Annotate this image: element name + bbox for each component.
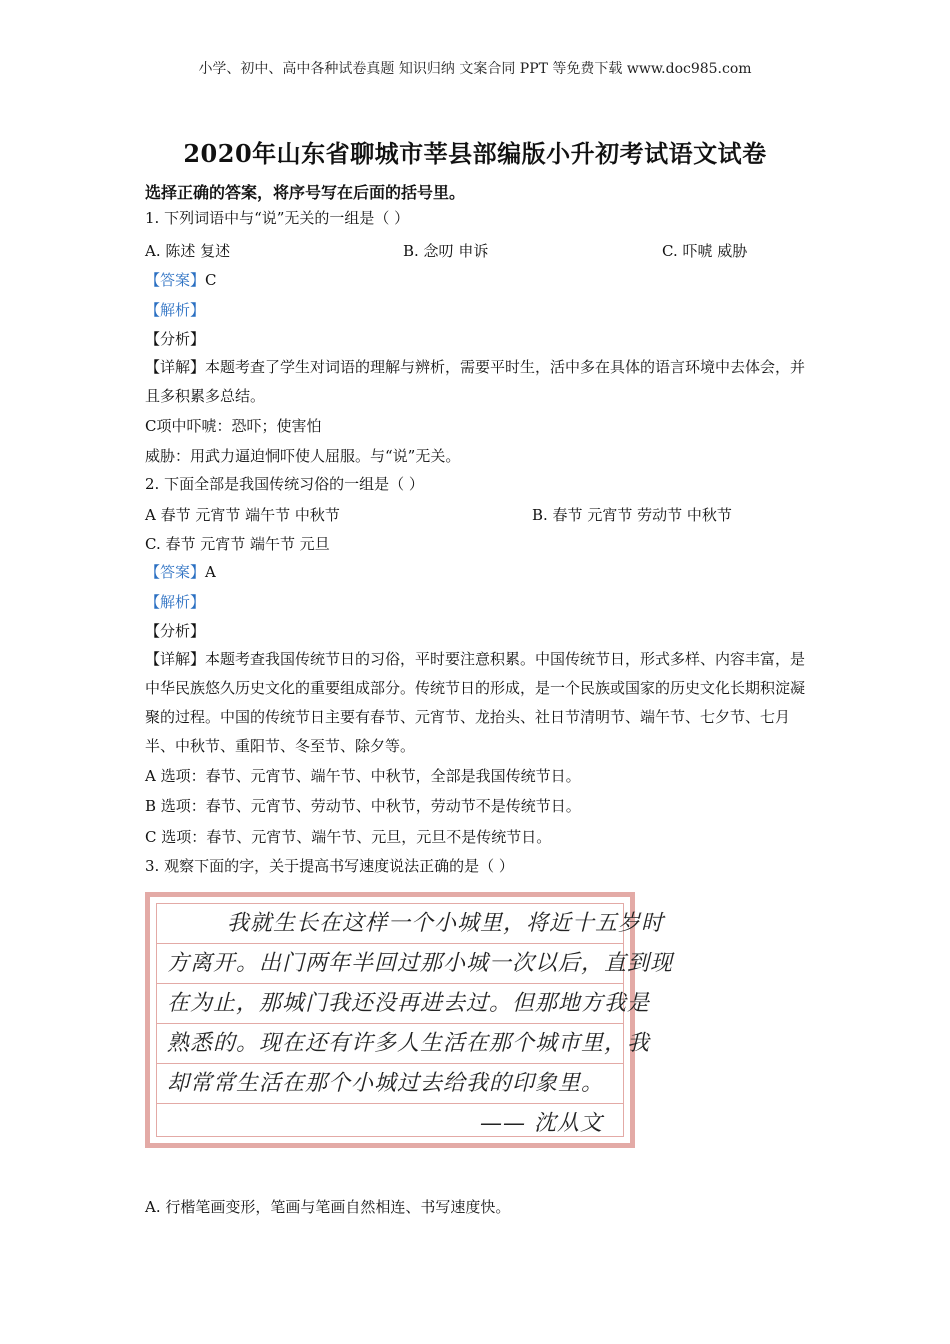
handwriting-grid [156,903,674,1137]
handwriting-line-3: 在为止，那城门我还没再进去过。但那地方我是 [157,984,623,1024]
q1-option-c: C. 吓唬 威胁 [662,242,748,260]
q2-option-c: C. 春节 元宵节 端午节 元旦 [145,535,330,553]
q1-answer [145,270,217,290]
handwriting-line-1: 我就生长在这样一个小城里，将近十五岁时 [157,904,623,944]
q2-note-b: B 选项：春节、元宵节、劳动节、中秋节，劳动节不是传统节日。 [145,797,581,815]
q1-option-b: B. 念叨 申诉 [403,242,489,260]
q2-jiexi: 【解析】 [145,593,206,611]
q1-detail: 【详解】本题考查了学生对词语的理解与辨析，需要平时生，活中多在具体的语言环境中去体会，并且多积累多总结。 [145,358,806,405]
q2-answer [145,562,216,582]
page-header: 小学、初中、高中各种试卷真题 知识归纳 文案合同 PPT 等免费下载 www.doc985.com [198,61,752,77]
q2-option-b: B. 春节 元宵节 劳动节 中秋节 [532,506,732,524]
handwriting-signature: —— 沈从文 [480,1111,603,1136]
page-title: 2020年山东省聊城市莘县部编版小升初考试语文试卷 [183,139,767,168]
handwriting-line-2: 方离开。出门两年半回过那小城一次以后，直到现 [157,944,623,984]
q1-fenxi: 【分析】 [145,330,206,348]
handwriting-line-4: 熟悉的。现在还有许多人生活在那个城市里，我 [157,1024,623,1064]
q2-option-a: A 春节 元宵节 端午节 中秋节 [145,506,340,524]
q1-option-a: A. 陈述 复述 [145,242,231,260]
q2-note-c: C 选项：春节、元宵节、端午节、元旦，元旦不是传统节日。 [145,828,552,846]
handwriting-line-5: 却常常生活在那个小城过去给我的印象里。 [157,1064,623,1104]
q3-option-a: A. 行楷笔画变形，笔画与笔画自然相连、书写速度快。 [145,1198,511,1216]
handwriting-image [145,892,674,1148]
answer-label: 【答案】 [145,563,206,581]
answer-label: 【答案】 [145,271,206,289]
q2-fenxi: 【分析】 [145,622,206,640]
q1-note-1: C项中吓唬：恐吓；使害怕 [145,417,322,435]
answer-value: A [205,563,216,581]
q1-jiexi: 【解析】 [145,301,206,319]
answer-value: C [205,271,217,289]
q3-stem: 3. 观察下面的字，关于提高书写速度说法正确的是（ ） [145,857,514,875]
q1-note-2: 威胁：用武力逼迫恫吓使人屈服。与“说”无关。 [145,447,461,465]
q2-note-a: A 选项：春节、元宵节、端午节、中秋节，全部是我国传统节日。 [145,767,581,785]
instruction: 选择正确的答案，将序号写在后面的括号里。 [145,183,466,202]
q1-stem: 1. 下列词语中与“说”无关的一组是（ ） [145,209,410,227]
q2-stem: 2. 下面全部是我国传统习俗的一组是（ ） [145,475,424,493]
q2-detail: 【详解】本题考查我国传统节日的习俗，平时要注意积累。中国传统节日，形式多样、内容丰富，是中华民族悠久历史文化的重要组成部分。传统节日的形成，是一个民族或国家的历史文化长期积淀凝聚的过程。中国的传统节日主要有春节、元宵节、龙抬头、社日节清明节、端午节、七夕节、七月半、中秋节、重阳节、冬至节、除夕等。 [145,650,806,755]
